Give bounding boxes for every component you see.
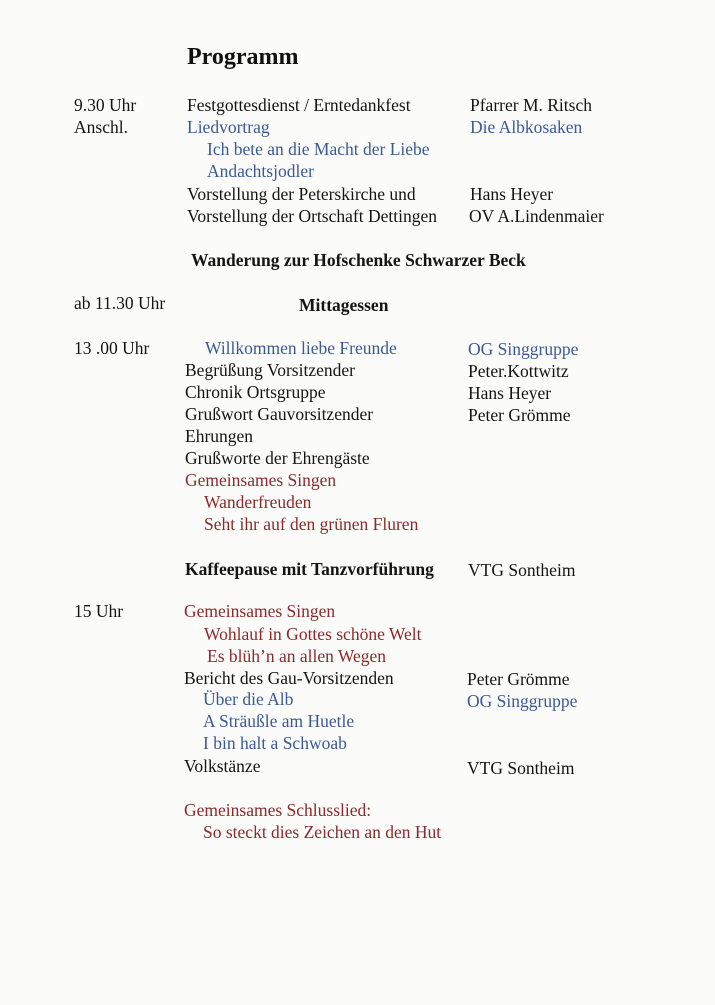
performer: Peter Grömme	[467, 669, 570, 689]
performer: Die Albkosaken	[470, 117, 583, 137]
song-title: Ich bete an die Macht der Liebe	[207, 139, 430, 159]
song-title: Über die Alb	[203, 689, 294, 709]
program-item: Gemeinsames Schlusslied:	[184, 800, 372, 820]
program-item: Gemeinsames Singen	[185, 470, 337, 490]
program-item: Gemeinsames Singen	[184, 601, 336, 621]
performer: Peter Grömme	[468, 405, 571, 425]
time-label: 15 Uhr	[74, 601, 124, 621]
time-label: 9.30 Uhr	[74, 95, 137, 115]
section-heading: Mittagessen	[299, 295, 389, 315]
program-item: Begrüßung Vorsitzender	[185, 360, 355, 380]
performer: Peter.Kottwitz	[468, 361, 569, 381]
program-item: Grußworte der Ehrengäste	[185, 448, 370, 468]
song-title: I bin halt a Schwoab	[203, 733, 347, 753]
song-title: Wanderfreuden	[204, 492, 312, 512]
time-label: 13 .00 Uhr	[74, 338, 150, 358]
program-item: Liedvortrag	[187, 117, 270, 137]
program-item: Festgottesdienst / Erntedankfest	[187, 95, 411, 115]
program-item: Grußwort Gauvorsitzender	[185, 404, 374, 424]
song-title: Wohlauf in Gottes schöne Welt	[204, 624, 422, 644]
performer: VTG Sontheim	[468, 560, 576, 580]
program-item: Vorstellung der Ortschaft Dettingen	[187, 206, 437, 226]
song-title: A Sträußle am Huetle	[203, 711, 355, 731]
section-heading: Wanderung zur Hofschenke Schwarzer Beck	[191, 250, 526, 270]
performer: OV A.Lindenmaier	[469, 206, 604, 226]
time-label: ab 11.30 Uhr	[74, 293, 166, 313]
performer: Hans Heyer	[468, 383, 552, 403]
song-title: Willkommen liebe Freunde	[205, 338, 397, 358]
program-item: Vorstellung der Peterskirche und	[187, 184, 416, 204]
performer: Pfarrer M. Ritsch	[470, 95, 592, 115]
program-item: Bericht des Gau-Vorsitzenden	[184, 668, 394, 688]
song-title: Andachtsjodler	[207, 161, 314, 181]
song-title: Es blüh’n an allen Wegen	[207, 646, 387, 666]
time-label: Anschl.	[74, 117, 128, 137]
program-item: Ehrungen	[185, 426, 254, 446]
page-title: Programm	[187, 44, 299, 70]
performer: Hans Heyer	[470, 184, 554, 204]
performer: OG Singgruppe	[468, 339, 579, 359]
program-item: Chronik Ortsgruppe	[185, 382, 326, 402]
song-title: Seht ihr auf den grünen Fluren	[204, 514, 419, 534]
program-item: Volkstänze	[184, 756, 261, 776]
performer: VTG Sontheim	[467, 758, 575, 778]
performer: OG Singgruppe	[467, 691, 578, 711]
song-title: So steckt dies Zeichen an den Hut	[203, 822, 442, 842]
section-heading: Kaffeepause mit Tanzvorführung	[185, 559, 434, 579]
